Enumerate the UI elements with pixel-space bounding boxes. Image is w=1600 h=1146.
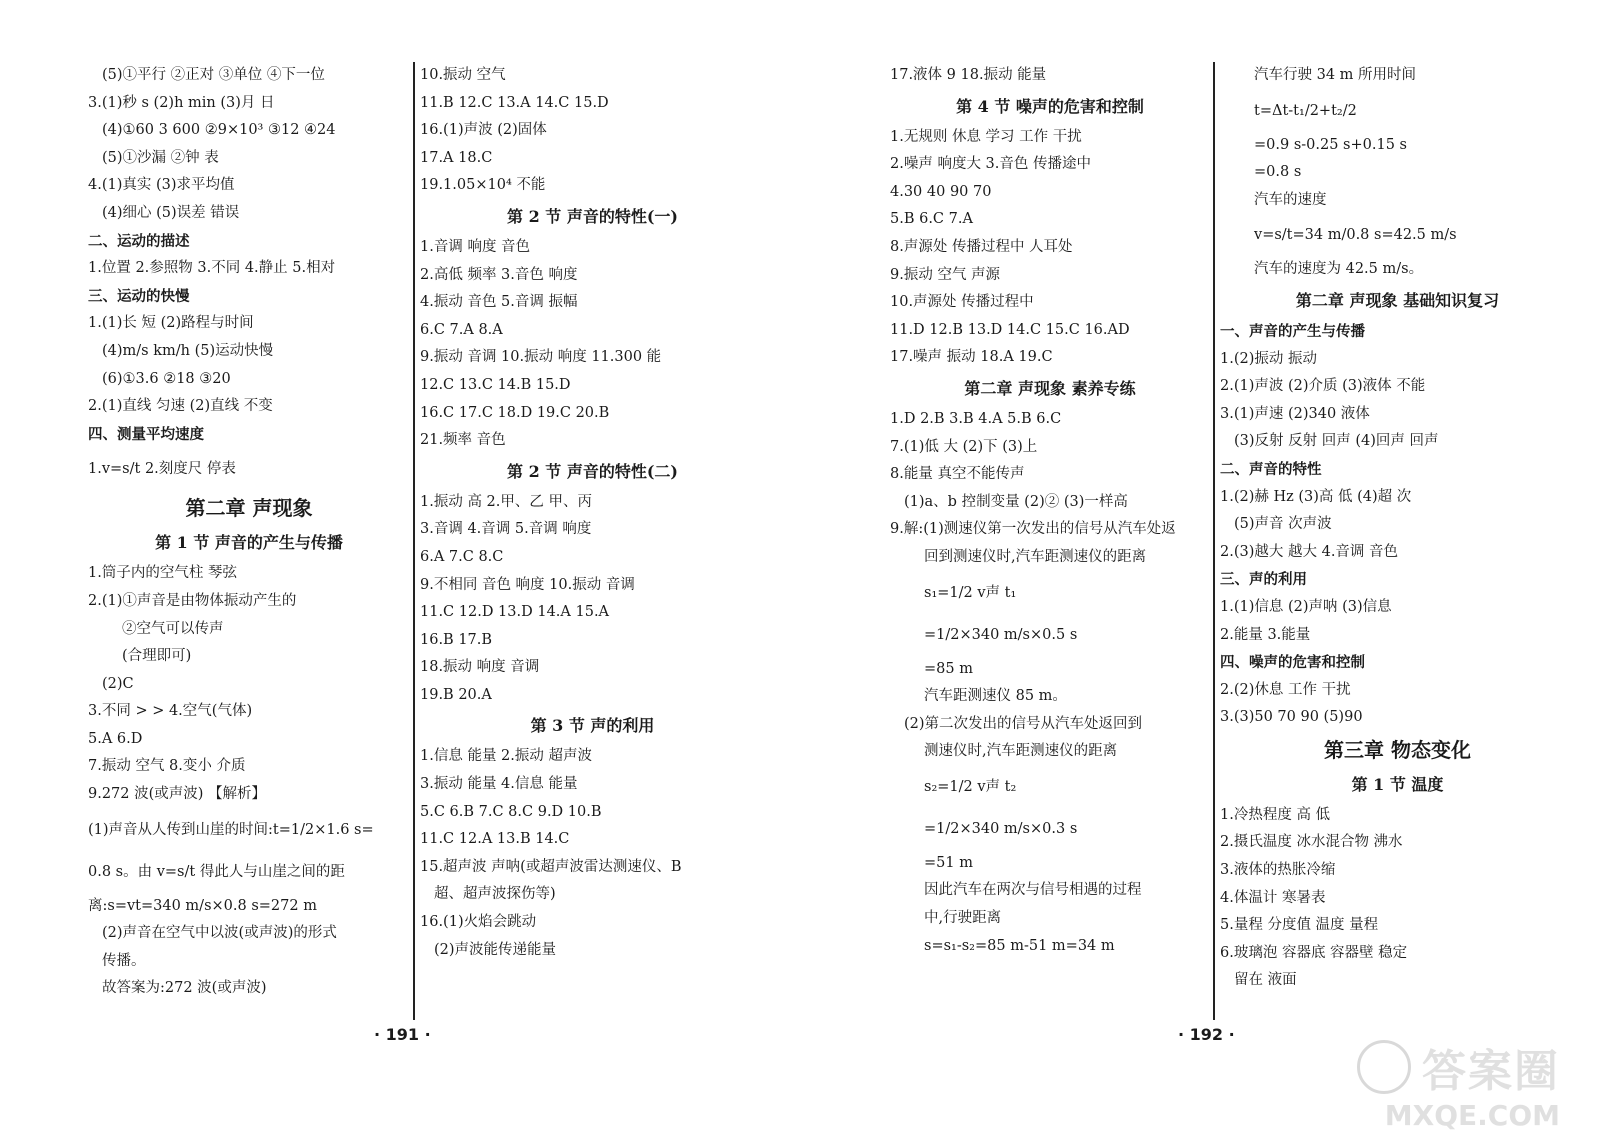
- section-title: 第 3 节 声的利用: [530, 716, 655, 736]
- answer-line: 21.频率 音色: [420, 432, 506, 449]
- answer-line: ②空气可以传声: [122, 620, 224, 637]
- answer-line: =85 m: [924, 660, 973, 677]
- answer-line: 1.无规则 休息 学习 工作 干扰: [890, 128, 1082, 145]
- answer-line: 6.玻璃泡 容器底 容器壁 稳定: [1220, 944, 1408, 961]
- answer-line: 1.音调 响度 音色: [420, 238, 531, 255]
- answer-line: 3.音调 4.音调 5.音调 响度: [420, 521, 592, 538]
- answer-line: 4.(1)真实 (3)求平均值: [88, 177, 235, 194]
- answer-line: (2)第二次发出的信号从汽车处返回到: [904, 715, 1143, 732]
- answer-line: 3.振动 能量 4.信息 能量: [420, 776, 578, 793]
- watermark-text: 答案圈: [1422, 1046, 1560, 1097]
- answer-line: 10.振动 空气: [420, 67, 506, 83]
- column-1: [890, 62, 1210, 960]
- answer-line: (2)声音在空气中以波(或声波)的形式: [102, 925, 337, 942]
- answer-line: 2.(3)越大 越大 4.音调 音色: [1220, 543, 1399, 560]
- answer-line: 2.(1)声波 (2)介质 (3)液体 不能: [1220, 378, 1426, 395]
- answer-line: 7.振动 空气 8.变小 介质: [88, 758, 246, 775]
- answer-line: (4)①60 3 600 ②9×10³ ③12 ④24: [102, 122, 336, 139]
- answer-line: 16.(1)火焰会跳动: [420, 914, 537, 931]
- answer-line: 11.B 12.C 13.A 14.C 15.D: [420, 94, 609, 111]
- column-divider: [413, 62, 415, 1020]
- answer-line: 4.振动 音色 5.音调 振幅: [420, 294, 578, 311]
- answer-line: 9.振动 音调 10.振动 响度 11.300 能: [420, 349, 662, 366]
- answer-line: (合理即可): [122, 648, 192, 665]
- answer-line: (5)声音 次声波: [1234, 516, 1332, 533]
- answer-line: 因此汽车在两次与信号相遇的过程: [924, 882, 1142, 899]
- answer-line: (1)声音从人传到山崖的时间:t=1/2×1.6 s=: [88, 821, 374, 838]
- answer-line: 2.摄氏温度 冰水混合物 沸水: [1220, 834, 1403, 851]
- answer-line: t=Δt-t₁/2+t₂/2: [1254, 102, 1357, 119]
- answer-line: 19.1.05×10⁴ 不能: [420, 177, 546, 194]
- answer-line: 1.振动 高 2.甲、乙 甲、丙: [420, 493, 592, 510]
- answer-line: 1.(2)赫 Hz (3)高 低 (4)超 次: [1220, 488, 1412, 505]
- answer-line: 4.体温计 寒暑表: [1220, 889, 1326, 906]
- answer-line: (5)①沙漏 ②钟 表: [102, 149, 219, 166]
- subsection-heading: 二、运动的描述: [88, 232, 190, 250]
- answer-line: 16.C 17.C 18.D 19.C 20.B: [420, 404, 610, 421]
- subsection-heading: 三、声的利用: [1220, 571, 1307, 589]
- answer-line: 17.A 18.C: [420, 149, 493, 166]
- answer-line: 16.(1)声波 (2)固体: [420, 122, 547, 139]
- answer-line: 7.(1)低 大 (2)下 (3)上: [890, 438, 1038, 455]
- subsection-heading: 三、运动的快慢: [88, 287, 190, 305]
- answer-line: 1.(2)振动 振动: [1220, 350, 1317, 367]
- answer-line: 汽车行驶 34 m 所用时间: [1254, 67, 1417, 83]
- answer-line: 测速仪时,汽车距测速仪的距离: [924, 743, 1118, 760]
- answer-line: =1/2×340 m/s×0.5 s: [924, 626, 1078, 643]
- chapter-title: 第二章 声现象: [185, 496, 313, 521]
- column-1: [88, 62, 410, 1003]
- answer-line: (5)①平行 ②正对 ③单位 ④下一位: [102, 67, 325, 83]
- page-number: · 192 ·: [1178, 1025, 1235, 1044]
- answer-line: =0.8 s: [1254, 164, 1302, 181]
- answer-line: 12.C 13.C 14.B 15.D: [420, 376, 571, 393]
- subsection-heading: 二、声音的特性: [1220, 460, 1322, 478]
- answer-line: 离:s=vt=340 m/s×0.8 s=272 m: [88, 897, 317, 914]
- watermark-logo: [1357, 1035, 1560, 1132]
- seal-icon: [1357, 1040, 1411, 1094]
- answer-line: 传播。: [102, 952, 146, 969]
- answer-line: 10.声源处 传播过程中: [890, 294, 1034, 311]
- answer-line: 5.C 6.B 7.C 8.C 9.D 10.B: [420, 803, 602, 820]
- answer-line: 16.B 17.B: [420, 631, 493, 648]
- answer-line: (2)声波能传递能量: [434, 941, 557, 958]
- subsection-heading: 四、测量平均速度: [88, 425, 204, 443]
- answer-line: 9.振动 空气 声源: [890, 266, 1001, 283]
- answer-line: 9.272 波(或声波) 【解析】: [88, 786, 267, 803]
- answer-line: 1.筒子内的空气柱 琴弦: [88, 565, 237, 582]
- section-title: 第 2 节 声音的特性(一): [507, 206, 678, 226]
- answer-line: 5.B 6.C 7.A: [890, 211, 973, 228]
- answer-line: 17.液体 9 18.振动 能量: [890, 67, 1047, 83]
- answer-line: (4)细心 (5)误差 错误: [102, 204, 240, 221]
- answer-line: s₂=1/2 v声 t₂: [924, 778, 1017, 795]
- section-title: 第二章 声现象 素养专练: [964, 378, 1136, 398]
- answer-line: 2.(1)①声音是由物体振动产生的: [88, 592, 297, 609]
- answer-line: 17.噪声 振动 18.A 19.C: [890, 349, 1053, 366]
- answer-line: 1.(1)长 短 (2)路程与时间: [88, 315, 254, 332]
- answer-line: 0.8 s。由 v=s/t 得此人与山崖之间的距: [88, 863, 345, 880]
- answer-line: 汽车距测速仪 85 m。: [924, 688, 1067, 705]
- answer-line: 1.冷热程度 高 低: [1220, 806, 1331, 823]
- subsection-heading: 四、噪声的危害和控制: [1220, 654, 1365, 672]
- answer-line: 回到测速仪时,汽车距测速仪的距离: [924, 548, 1147, 565]
- answer-line: 3.液体的热胀冷缩: [1220, 862, 1336, 879]
- answer-line: (4)m/s km/h (5)运动快慢: [102, 342, 274, 359]
- answer-line: 19.B 20.A: [420, 686, 492, 703]
- answer-line: 1.信息 能量 2.振动 超声波: [420, 748, 592, 765]
- page-number: · 191 ·: [374, 1025, 431, 1044]
- answer-line: 1.位置 2.参照物 3.不同 4.静止 5.相对: [88, 260, 336, 277]
- answer-line: (2)C: [102, 675, 134, 692]
- answer-line: 1.(1)信息 (2)声呐 (3)信息: [1220, 598, 1392, 615]
- answer-line: 3.(1)秒 s (2)h min (3)月 日: [88, 94, 275, 111]
- column-2: [420, 62, 765, 964]
- column-divider: [1213, 62, 1215, 1020]
- answer-line: (3)反射 反射 回声 (4)回声 回声: [1234, 433, 1439, 450]
- answer-line: 2.能量 3.能量: [1220, 626, 1311, 643]
- answer-line: 11.D 12.B 13.D 14.C 15.C 16.AD: [890, 321, 1130, 338]
- answer-line: 中,行驶距离: [924, 910, 1002, 927]
- answer-line: 11.C 12.A 13.B 14.C: [420, 831, 570, 848]
- answer-line: (6)①3.6 ②18 ③20: [102, 370, 231, 387]
- answer-line: 3.不同 > > 4.空气(气体): [88, 703, 253, 720]
- section-title: 第 1 节 声音的产生与传播: [155, 533, 343, 553]
- answer-line: =0.9 s-0.25 s+0.15 s: [1254, 136, 1407, 153]
- page-192: [800, 0, 1600, 1146]
- answer-line: v=s/t=34 m/0.8 s=42.5 m/s: [1254, 227, 1457, 244]
- answer-line: 5.量程 分度值 温度 量程: [1220, 917, 1379, 934]
- answer-line: =51 m: [924, 854, 973, 871]
- answer-line: 超、超声波探伤等): [434, 886, 556, 903]
- watermark-url: MXQE.COM: [1384, 1099, 1560, 1132]
- answer-line: 2.(1)直线 匀速 (2)直线 不变: [88, 398, 273, 415]
- answer-line: 1.v=s/t 2.刻度尺 停表: [88, 461, 236, 478]
- answer-line: 6.C 7.A 8.A: [420, 321, 503, 338]
- answer-line: 2.(2)休息 工作 干扰: [1220, 681, 1351, 698]
- section-title: 第 1 节 温度: [1351, 774, 1444, 794]
- answer-line: 1.D 2.B 3.B 4.A 5.B 6.C: [890, 410, 1062, 427]
- answer-line: s₁=1/2 v声 t₁: [924, 584, 1017, 601]
- answer-line: 3.(1)声速 (2)340 液体: [1220, 405, 1370, 422]
- answer-line: 留在 液面: [1234, 972, 1297, 989]
- answer-line: 4.30 40 90 70: [890, 183, 992, 200]
- subsection-heading: 一、声音的产生与传播: [1220, 322, 1365, 340]
- answer-line: 8.能量 真空不能传声: [890, 466, 1025, 483]
- answer-line: 9.解:(1)测速仪第一次发出的信号从汽车处返: [890, 521, 1176, 538]
- section-title: 第二章 声现象 基础知识复习: [1295, 290, 1500, 310]
- answer-line: 11.C 12.D 13.D 14.A 15.A: [420, 604, 610, 621]
- answer-line: 汽车的速度为 42.5 m/s。: [1254, 261, 1424, 278]
- answer-line: 18.振动 响度 音调: [420, 659, 540, 676]
- answer-line: 汽车的速度: [1254, 191, 1327, 208]
- chapter-title: 第三章 物态变化: [1324, 737, 1471, 762]
- answer-line: 2.噪声 响度大 3.音色 传播途中: [890, 156, 1091, 173]
- answer-line: 6.A 7.C 8.C: [420, 548, 504, 565]
- answer-line: 故答案为:272 波(或声波): [102, 980, 267, 997]
- answer-line: (1)a、b 控制变量 (2)② (3)一样高: [904, 493, 1128, 510]
- answer-line: 2.高低 频率 3.音色 响度: [420, 266, 578, 283]
- section-title: 第 2 节 声音的特性(二): [507, 461, 678, 481]
- section-title: 第 4 节 噪声的危害和控制: [956, 96, 1144, 116]
- answer-line: 5.A 6.D: [88, 730, 143, 747]
- column-2: [1220, 62, 1575, 995]
- answer-line: 15.超声波 声呐(或超声波雷达测速仪、B: [420, 858, 682, 875]
- answer-line: =1/2×340 m/s×0.3 s: [924, 820, 1078, 837]
- answer-line: 8.声源处 传播过程中 人耳处: [890, 238, 1073, 255]
- answer-line: s=s₁-s₂=85 m-51 m=34 m: [924, 937, 1115, 954]
- answer-line: 3.(3)50 70 90 (5)90: [1220, 709, 1363, 726]
- answer-line: 9.不相同 音色 响度 10.振动 音调: [420, 576, 635, 593]
